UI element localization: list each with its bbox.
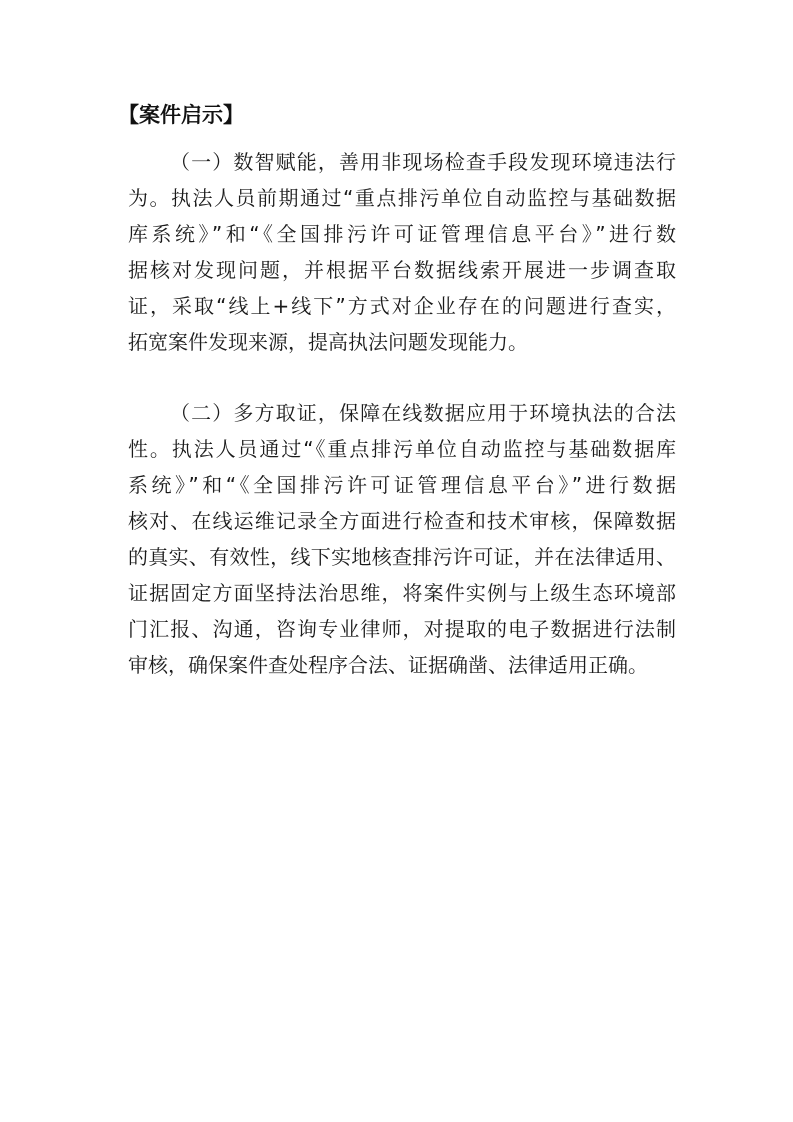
paragraph-line: 证，采取“线上+线下”方式对企业存在的问题进行查实， [128,294,676,318]
paragraph-line: 的真实、有效性，线下实地核查排污许可证，并在法律适用、 [128,545,676,569]
paragraph-line: 审核，确保案件查处程序合法、证据确凿、法律适用正确。 [128,653,648,677]
paragraph-line: 证据固定方面坚持法治思维，将案件实例与上级生态环境部 [128,581,676,605]
paragraph-line: 门汇报、沟通，咨询专业律师，对提取的电子数据进行法制 [128,617,676,641]
paragraph-line: 库系统》”和“《全国排污许可证管理信息平台》”进行数 [128,222,676,246]
section-heading: 【案件启示】 [118,103,244,127]
paragraph-line: 为。执法人员前期通过“重点排污单位自动监控与基础数据 [128,186,676,210]
paragraph-line: 拓宽案件发现来源，提高执法问题发现能力。 [128,330,528,354]
paragraph-line: 核对、在线运维记录全方面进行检查和技术审核，保障数据 [128,509,676,533]
paragraph-line: 系统》”和“《全国排污许可证管理信息平台》”进行数据 [128,473,676,497]
paragraph-2 [128,395,676,683]
paragraph-line: （二）多方取证，保障在线数据应用于环境执法的合法 [170,401,676,425]
paragraph-line: 据核对发现问题，并根据平台数据线索开展进一步调查取 [128,258,676,282]
paragraph-line: （一）数智赋能，善用非现场检查手段发现环境违法行 [170,150,676,174]
paragraph-line: 性。执法人员通过“《重点排污单位自动监控与基础数据库 [128,437,676,461]
paragraph-1 [128,144,676,360]
